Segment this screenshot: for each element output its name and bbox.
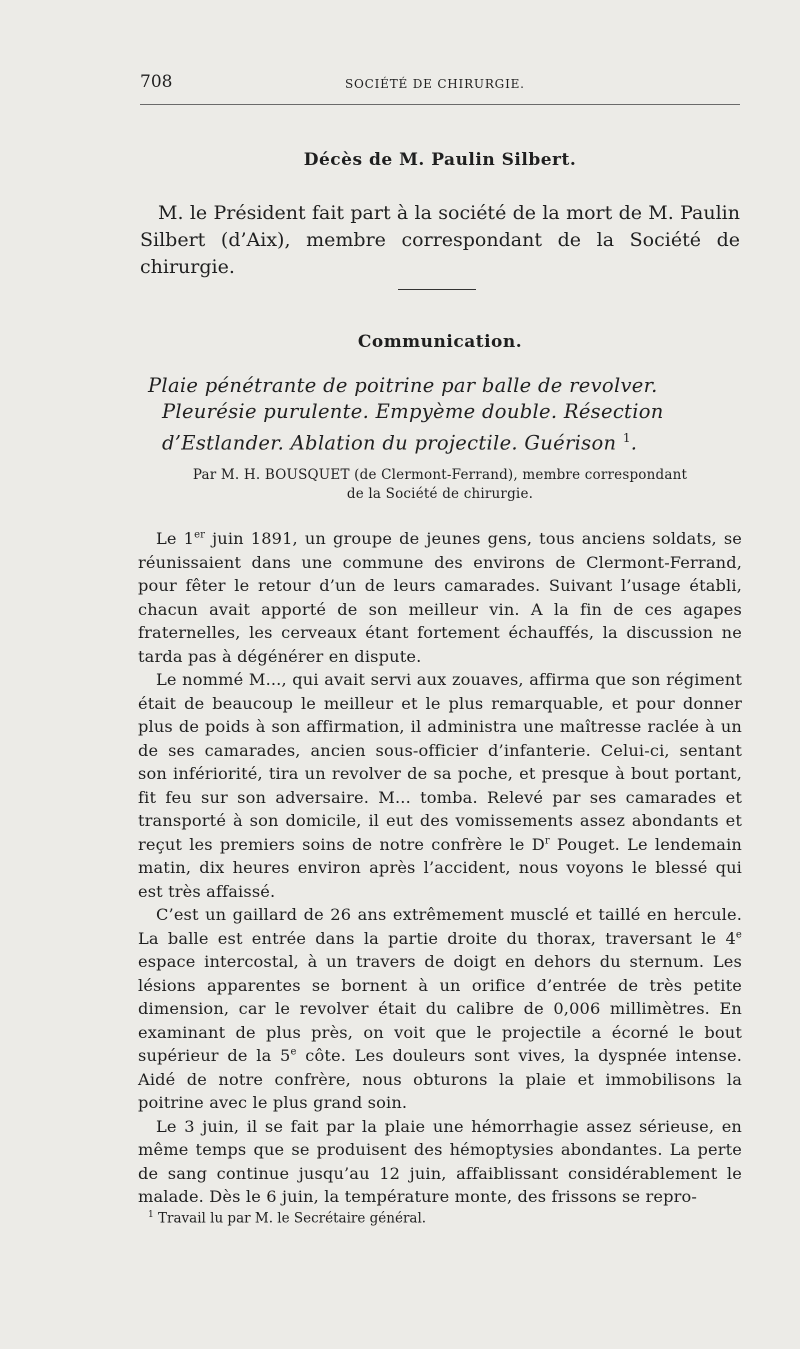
text-run: juin 1891, un groupe de jeunes gens, tous anciens soldats, se réunissaient dans une commune des environs de Clermont-Ferrand, pour fêter le retour d’un de leurs camarades. Suivant l’usage établi, chacun avait apporté de son meilleur vin. A la fin de ces agapes fraternelles, les cerveaux étant fortement échauffés, la discussion ne tarda pas à dégénérer en dispute. <box>138 529 743 666</box>
byline-line-1: Par M. H. BOUSQUET (de Clermont-Ferrand), membre correspondant <box>192 467 688 483</box>
text-run: espace intercostal, à un travers de doigt en dehors du sternum. Les lésions apparentes se bornent à un orifice d’entrée de très petite dimension, car le revolver était du calibre de 0,006 millimètres. En examinant de plus près, on voit que le projectile a écorné le bout supérieur de la 5 <box>138 952 742 1065</box>
superscript: er <box>194 529 206 541</box>
article-title-text: Plaie pénétrante de poitrine par balle de revolver. Pleurésie purulente. Empyème double. Résection d’Estlander. Ablation du projectile. Guérison <box>148 374 664 455</box>
text-run: Le 1 <box>156 529 195 548</box>
article-body <box>138 527 742 1209</box>
body-paragraph: Le 3 juin, il se fait par la plaie une hémorrhagie assez sérieuse, en même temps que se produisent des hémoptysies abondantes. La perte de sang continue jusqu’au 12 juin, affaiblissant considérablement le malade. Dès le 6 juin, la température monte, des frissons se repro- <box>138 1116 742 1206</box>
superscript: e <box>290 1046 297 1058</box>
deces-paragraph: M. le Président fait part à la société de la mort de M. Paulin Silbert (d’Aix), membre correspondant de la Société de chirurgie. <box>140 202 740 278</box>
footnote-text: Travail lu par M. le Secrétaire général. <box>153 1210 427 1227</box>
section-title-communication: Communication. <box>357 332 523 352</box>
section-divider <box>398 289 476 290</box>
footnote <box>148 1210 738 1227</box>
section-title-deces: Décès de M. Paulin Silbert. <box>303 150 577 170</box>
body-paragraph <box>138 668 742 903</box>
page-number: 708 <box>140 72 173 92</box>
text-run: Pouget. Le lendemain matin, dix heures environ après l’accident, nous voyons le blessé qui est très affaissé. <box>138 834 742 901</box>
running-title: SOCIÉTÉ DE CHIRURGIE. <box>345 77 525 91</box>
body-paragraph <box>138 903 742 1115</box>
page-header <box>140 72 740 96</box>
footnote-ref: 1 <box>622 431 631 445</box>
byline-line-2: de la Société de chirurgie. <box>346 486 534 502</box>
header-rule <box>140 104 740 105</box>
article-title: Plaie pénétrante de poitrine par balle de revolver. Pleurésie purulente. Empyème double. Résection d’Estlander. Ablation du projectile. Guérison $^1$. <box>148 374 664 455</box>
superscript: e <box>735 929 742 941</box>
text-run: côte. Les douleurs sont vives, la dyspnée intense. Aidé de notre confrère, nous obturons la plaie et immobilisons la poitrine avec le plus grand soin. <box>138 1046 742 1112</box>
text-run: Le nommé M..., qui avait servi aux zouaves, affirma que son régiment était de beaucoup le meilleur et le plus remarquable, et pour donner plus de poids à son affirmation, il administra une maîtresse raclée à un de ses camarades, ancien sous-officier d’infanterie. Celui-ci, sentant son infériorité, tira un revolver de sa poche, et presque à bout portant, fit feu sur son adversaire. M... tomba. Relevé par ses camarades et transporté à son domicile, il eut des vomissements assez abondants et reçut les premiers soins de notre confrère le D <box>138 670 742 854</box>
footnote-mark: 1 <box>148 1210 154 1220</box>
text-run: C’est un gaillard de 26 ans extrêmement musclé et taillé en hercule. La balle est entrée dans la partie droite du thorax, traversant le 4 <box>138 905 742 948</box>
body-paragraph <box>138 527 742 668</box>
byline <box>140 466 740 504</box>
superscript: r <box>544 835 550 847</box>
